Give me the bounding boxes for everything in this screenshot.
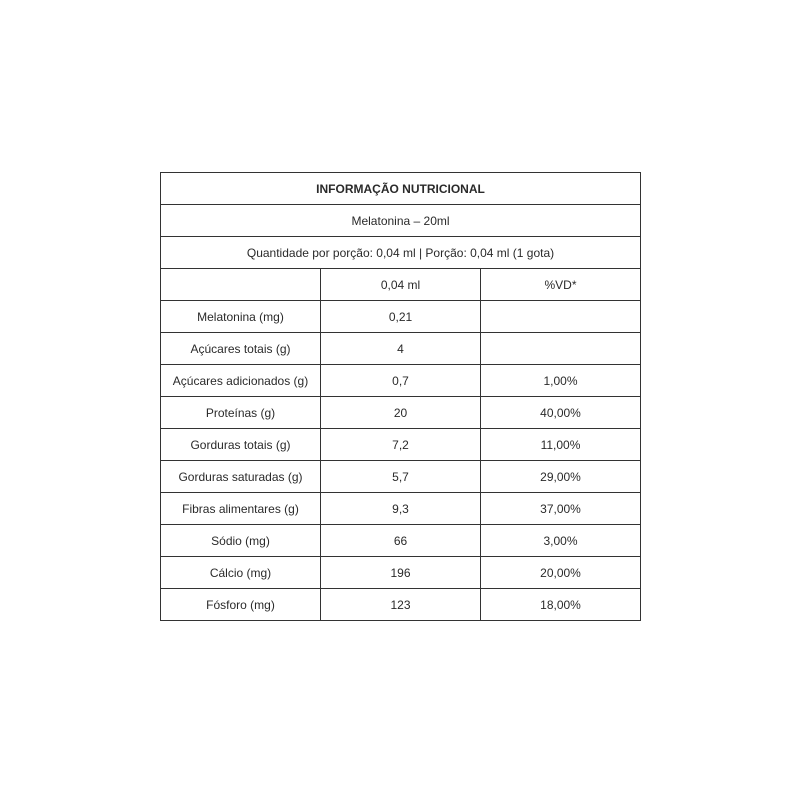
nutrient-name: Gorduras saturadas (g) [161, 461, 321, 493]
nutrient-vd: 1,00% [481, 365, 641, 397]
nutrient-vd: 3,00% [481, 525, 641, 557]
nutrient-amount: 4 [321, 333, 481, 365]
product-name: Melatonina – 20ml [161, 205, 641, 237]
nutrient-amount: 0,21 [321, 301, 481, 333]
nutrient-name: Fibras alimentares (g) [161, 493, 321, 525]
nutrition-table [160, 172, 641, 621]
table-title: INFORMAÇÃO NUTRICIONAL [161, 173, 641, 205]
nutrient-amount: 5,7 [321, 461, 481, 493]
table-row [161, 365, 641, 397]
nutrient-amount: 7,2 [321, 429, 481, 461]
table-row [161, 461, 641, 493]
table-row [161, 429, 641, 461]
nutrient-vd: 29,00% [481, 461, 641, 493]
nutrient-vd [481, 333, 641, 365]
table-row [161, 557, 641, 589]
nutrient-vd: 11,00% [481, 429, 641, 461]
product-row [161, 205, 641, 237]
header-row [161, 269, 641, 301]
nutrient-vd [481, 301, 641, 333]
header-nutrient [161, 269, 321, 301]
serving-info: Quantidade por porção: 0,04 ml | Porção: 0,04 ml (1 gota) [161, 237, 641, 269]
nutrient-amount: 196 [321, 557, 481, 589]
nutrient-name: Açúcares adicionados (g) [161, 365, 321, 397]
table-row [161, 589, 641, 621]
header-amount: 0,04 ml [321, 269, 481, 301]
nutrient-amount: 123 [321, 589, 481, 621]
table-row [161, 493, 641, 525]
serving-row [161, 237, 641, 269]
nutrient-amount: 20 [321, 397, 481, 429]
table-row [161, 301, 641, 333]
table-row [161, 525, 641, 557]
nutrient-vd: 18,00% [481, 589, 641, 621]
title-row [161, 173, 641, 205]
nutrient-name: Gorduras totais (g) [161, 429, 321, 461]
nutrient-amount: 66 [321, 525, 481, 557]
nutrient-name: Açúcares totais (g) [161, 333, 321, 365]
nutrient-vd: 20,00% [481, 557, 641, 589]
nutrient-name: Melatonina (mg) [161, 301, 321, 333]
nutrient-amount: 9,3 [321, 493, 481, 525]
nutrient-name: Sódio (mg) [161, 525, 321, 557]
nutrient-amount: 0,7 [321, 365, 481, 397]
nutrient-name: Cálcio (mg) [161, 557, 321, 589]
table-row [161, 397, 641, 429]
nutrient-name: Proteínas (g) [161, 397, 321, 429]
nutrient-vd: 37,00% [481, 493, 641, 525]
nutrient-name: Fósforo (mg) [161, 589, 321, 621]
header-vd: %VD* [481, 269, 641, 301]
nutrient-vd: 40,00% [481, 397, 641, 429]
table-row [161, 333, 641, 365]
